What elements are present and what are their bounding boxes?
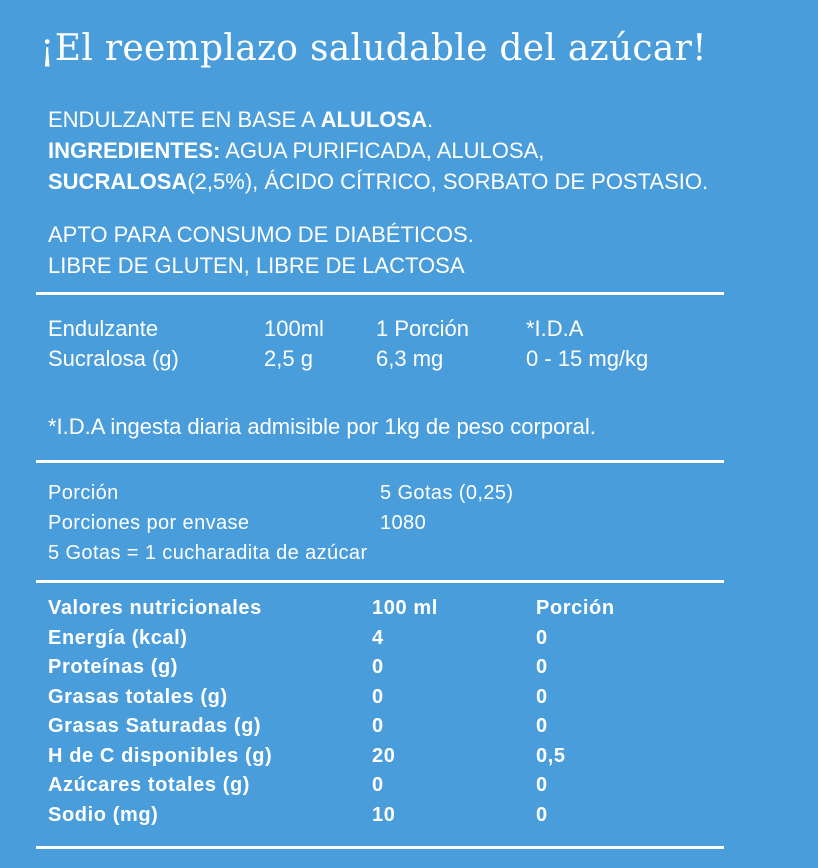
nutrition-cell: Grasas Saturadas (g): [48, 715, 262, 737]
nutrition-cell: 4: [372, 626, 384, 649]
nutrition-cell: Proteínas (g): [48, 656, 179, 678]
ingredients-text-2: (2,5%), ÁCIDO CÍTRICO, SORBATO DE POSTASIO.: [187, 169, 709, 194]
ida-note: *I.D.A ingesta diaria admisible por 1kg de peso corporal.: [48, 414, 596, 439]
divider: [36, 580, 724, 583]
sweetener-cell: Sucralosa (g): [48, 346, 179, 371]
nutrition-cell: 0: [372, 685, 384, 708]
nutrition-cell: 10: [372, 803, 396, 826]
nutrition-cell: 20: [372, 744, 396, 767]
serving-value: 5 Gotas (0,25): [380, 482, 514, 504]
nutrition-cell: 0,5: [536, 744, 566, 767]
ingredients-label: INGREDIENTES:: [48, 138, 221, 163]
nutrition-cell: 0: [536, 715, 548, 737]
divider: [36, 846, 724, 849]
nutrition-cell: 0: [372, 774, 384, 796]
nutrition-header-cell: Porción: [536, 597, 615, 619]
serving-label: Porción: [48, 482, 119, 504]
sweetener-header-cell: 100ml: [264, 316, 324, 341]
nutrition-cell: Sodio (mg): [48, 803, 159, 826]
suitability-block: [48, 219, 474, 281]
nutrition-cell: 0: [372, 715, 384, 737]
sweetener-header-cell: *I.D.A: [526, 316, 584, 341]
sweetener-header-cell: 1 Porción: [376, 316, 469, 341]
nutrition-cell: H de C disponibles (g): [48, 744, 273, 767]
sweetener-cell: 2,5 g: [264, 346, 313, 371]
nutrition-header-cell: Valores nutricionales: [48, 597, 262, 619]
nutrition-cell: 0: [536, 656, 548, 678]
base-bold: ALULOSA: [320, 107, 427, 132]
equivalence-text: 5 Gotas = 1 cucharadita de azúcar: [48, 542, 368, 564]
divider: [36, 460, 724, 463]
nutrition-cell: Energía (kcal): [48, 626, 188, 649]
nutrition-cell: Grasas totales (g): [48, 685, 228, 708]
ingredients-block: [48, 104, 708, 197]
page-title: ¡El reemplazo saludable del azúcar!: [40, 28, 707, 69]
diabetic-line: APTO PARA CONSUMO DE DIABÉTICOS.: [48, 222, 474, 247]
base-line: [48, 104, 708, 135]
nutrition-header-cell: 100 ml: [372, 597, 438, 619]
sweetener-header-cell: Endulzante: [48, 316, 159, 341]
serving-value: 1080: [380, 512, 427, 534]
serving-label: Porciones por envase: [48, 512, 250, 534]
ingredients-line: [48, 135, 708, 166]
nutrition-cell: 0: [372, 656, 384, 678]
ingredients-text: AGUA PURIFICADA, ALULOSA,: [220, 138, 545, 163]
ingredients-line-2: [48, 166, 708, 197]
nutrition-cell: 0: [536, 803, 548, 826]
nutrition-cell: 0: [536, 626, 548, 649]
base-suffix: .: [426, 107, 434, 132]
base-text: ENDULZANTE EN BASE A: [48, 107, 321, 132]
nutrition-cell: Azúcares totales (g): [48, 774, 251, 796]
gluten-lactose-line: LIBRE DE GLUTEN, LIBRE DE LACTOSA: [48, 253, 465, 278]
sweetener-cell: 0 - 15 mg/kg: [526, 346, 649, 371]
sweetener-cell: 6,3 mg: [376, 346, 444, 371]
sucralosa-bold: SUCRALOSA: [48, 169, 188, 194]
divider: [36, 292, 724, 295]
nutrition-cell: 0: [536, 685, 548, 708]
nutrition-cell: 0: [536, 774, 548, 796]
